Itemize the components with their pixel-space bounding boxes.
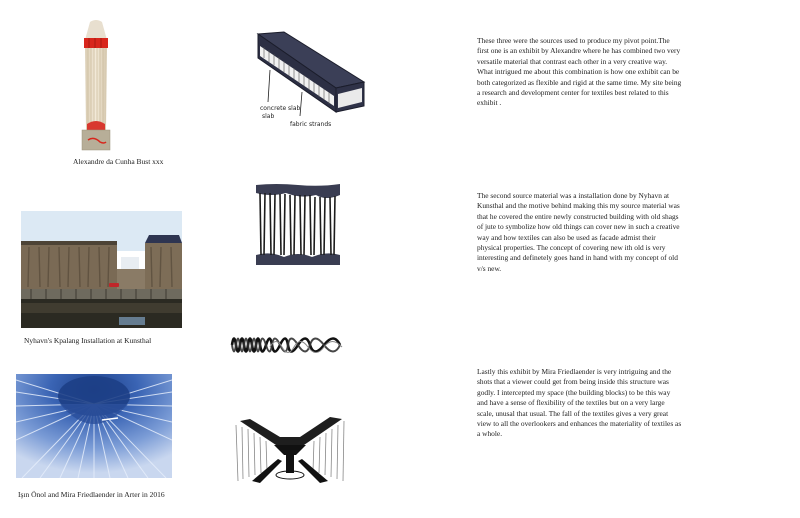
blue-threads-photo [16, 374, 172, 478]
svg-text:slab: slab [262, 113, 275, 120]
paragraph-source-1: These three were the sources used to produce my pivot point.The first one is an exhibit by Alexandre where he has combined two very versatile material that contrast each other in a very creative way. What intrigued me about this combination is how one exhibit can be both categorized as flexible and rigid at the same time. My site being a research and development center for textiles best related to this exhibit . [477, 36, 682, 108]
sketch-label-fabric: fabric strands [290, 121, 332, 128]
wave-scribble-sketch [230, 330, 348, 360]
kunsthal-photo [21, 211, 182, 328]
caption-arter: Işın Önol and Mira Friedlaender in Arter in 2016 [18, 490, 165, 499]
canopy-structure-sketch [234, 415, 346, 485]
caption-alexandre: Alexandre da Cunha Bust xxx [73, 157, 164, 166]
paragraph-source-3: Lastly this exhibit by Mira Friedlaender is very intriguing and the shots that a viewer could get from being inside this structure was godly. I intercepted my space (the building blocks) to be this way and have a sense of flexibility of the textiles but on a very large scale, unusal that usual. The fall of the textiles gives a very great view to all the overlookers and enhances the materiality of textiles as a whole. [477, 367, 682, 439]
facade-strands-sketch [256, 183, 340, 265]
caption-kunsthal: Nyhavn's Kpalang Installation at Kunsthal [24, 336, 152, 345]
sculpture-photo [74, 18, 118, 152]
sketch-label-concrete: concrete slab [260, 105, 301, 112]
concrete-slab-sketch [248, 30, 366, 130]
paragraph-source-2: The second source material was a installation done by Nyhavn at Kunsthal and the motive behind making this my source material was that he covered the entire newly constructed building with old shags of jute to symbolize how old things can cover new in such a creative way and how textiles can also be used as facade admist their physical properties. The concept of covering new ith old is very interesting and definetely goes hand in hand with my concept of old v/s new. [477, 191, 680, 273]
